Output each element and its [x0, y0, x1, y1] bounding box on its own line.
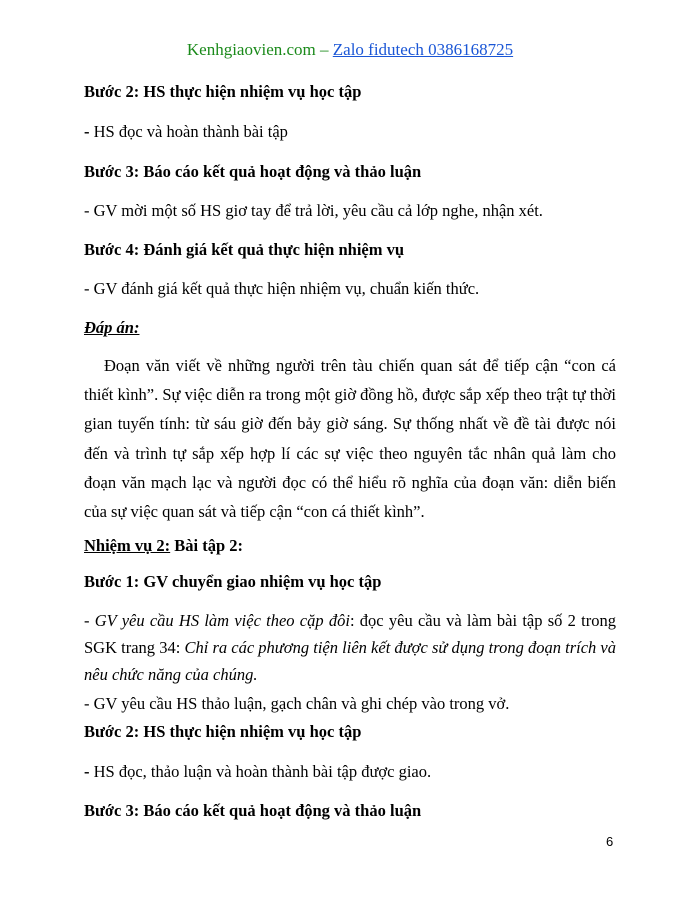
step1b-instruction — [84, 607, 616, 688]
header-site: Kenhgiaovien.com — [186, 40, 316, 59]
step2b-dash: - — [84, 762, 90, 781]
step2-body: HS đọc và hoàn thành bài tập — [89, 122, 288, 141]
step1b-dash: - — [84, 611, 95, 630]
task2-label: Nhiệm vụ 2: — [84, 536, 171, 555]
step1b-italic-lead: GV yêu cầu HS làm việc theo cặp đôi — [94, 611, 350, 630]
step1b-mid: : đọc yêu cầu và làm bài tập số 2 trong SGK trang 34: — [84, 611, 616, 657]
step2-heading: Bước 2: HS thực hiện nhiệm vụ học tập — [84, 82, 362, 101]
step2-text — [84, 121, 616, 143]
step2-dash: - — [84, 122, 90, 141]
answer-paragraph: Đoạn văn viết về những người trên tàu chiến quan sát để tiếp cận “con cá thiết kình”. Sự việc diễn ra trong một giờ đồng hồ, được sắp xếp theo trật tự thời gian tuyến tính: từ sáu giờ đến bảy giờ sáng. Sự thống nhất về đề tài được nói đến và trình tự sắp xếp hợp lí các sự việc theo nguyên tắc nhân quả làm cho đoạn văn mạch lạc và người đọc có thể hiểu rõ nghĩa của đoạn văn: diễn biến của sự việc quan sát và tiếp cận “con cá thiết kình”. — [84, 356, 616, 522]
step2b-heading: Bước 2: HS thực hiện nhiệm vụ học tập — [84, 722, 362, 741]
step3b-heading: Bước 3: Báo cáo kết quả hoạt động và thảo luận — [84, 801, 422, 820]
page-header — [0, 40, 700, 60]
step3-text: - GV mời một số HS giơ tay để trả lời, yêu cầu cả lớp nghe, nhận xét. — [84, 201, 543, 220]
step1b-text2: - GV yêu cầu HS thảo luận, gạch chân và ghi chép vào trong vở. — [84, 694, 510, 713]
step2b-text — [84, 761, 616, 783]
step4-heading: Bước 4: Đánh giá kết quả thực hiện nhiệm vụ — [84, 240, 405, 259]
header-separator: – — [315, 40, 333, 59]
step3-heading: Bước 3: Báo cáo kết quả hoạt động và thảo luận — [84, 162, 422, 181]
step4-text: - GV đánh giá kết quả thực hiện nhiệm vụ, chuẩn kiến thức. — [84, 279, 480, 298]
task2-title: Bài tập 2: — [170, 536, 244, 555]
page-number: 6 — [606, 834, 614, 849]
task2-heading — [84, 535, 616, 557]
step1b-question: Chỉ ra các phương tiện liên kết được sử dụng trong đoạn trích và nêu chức năng của chúng. — [84, 638, 617, 684]
answer-label: Đáp án: — [84, 318, 140, 337]
step2b-body: HS đọc, thảo luận và hoàn thành bài tập được giao. — [89, 762, 432, 781]
step1b-heading: Bước 1: GV chuyển giao nhiệm vụ học tập — [84, 572, 382, 591]
header-contact-link[interactable]: Zalo fidutech 0386168725 — [332, 40, 514, 59]
